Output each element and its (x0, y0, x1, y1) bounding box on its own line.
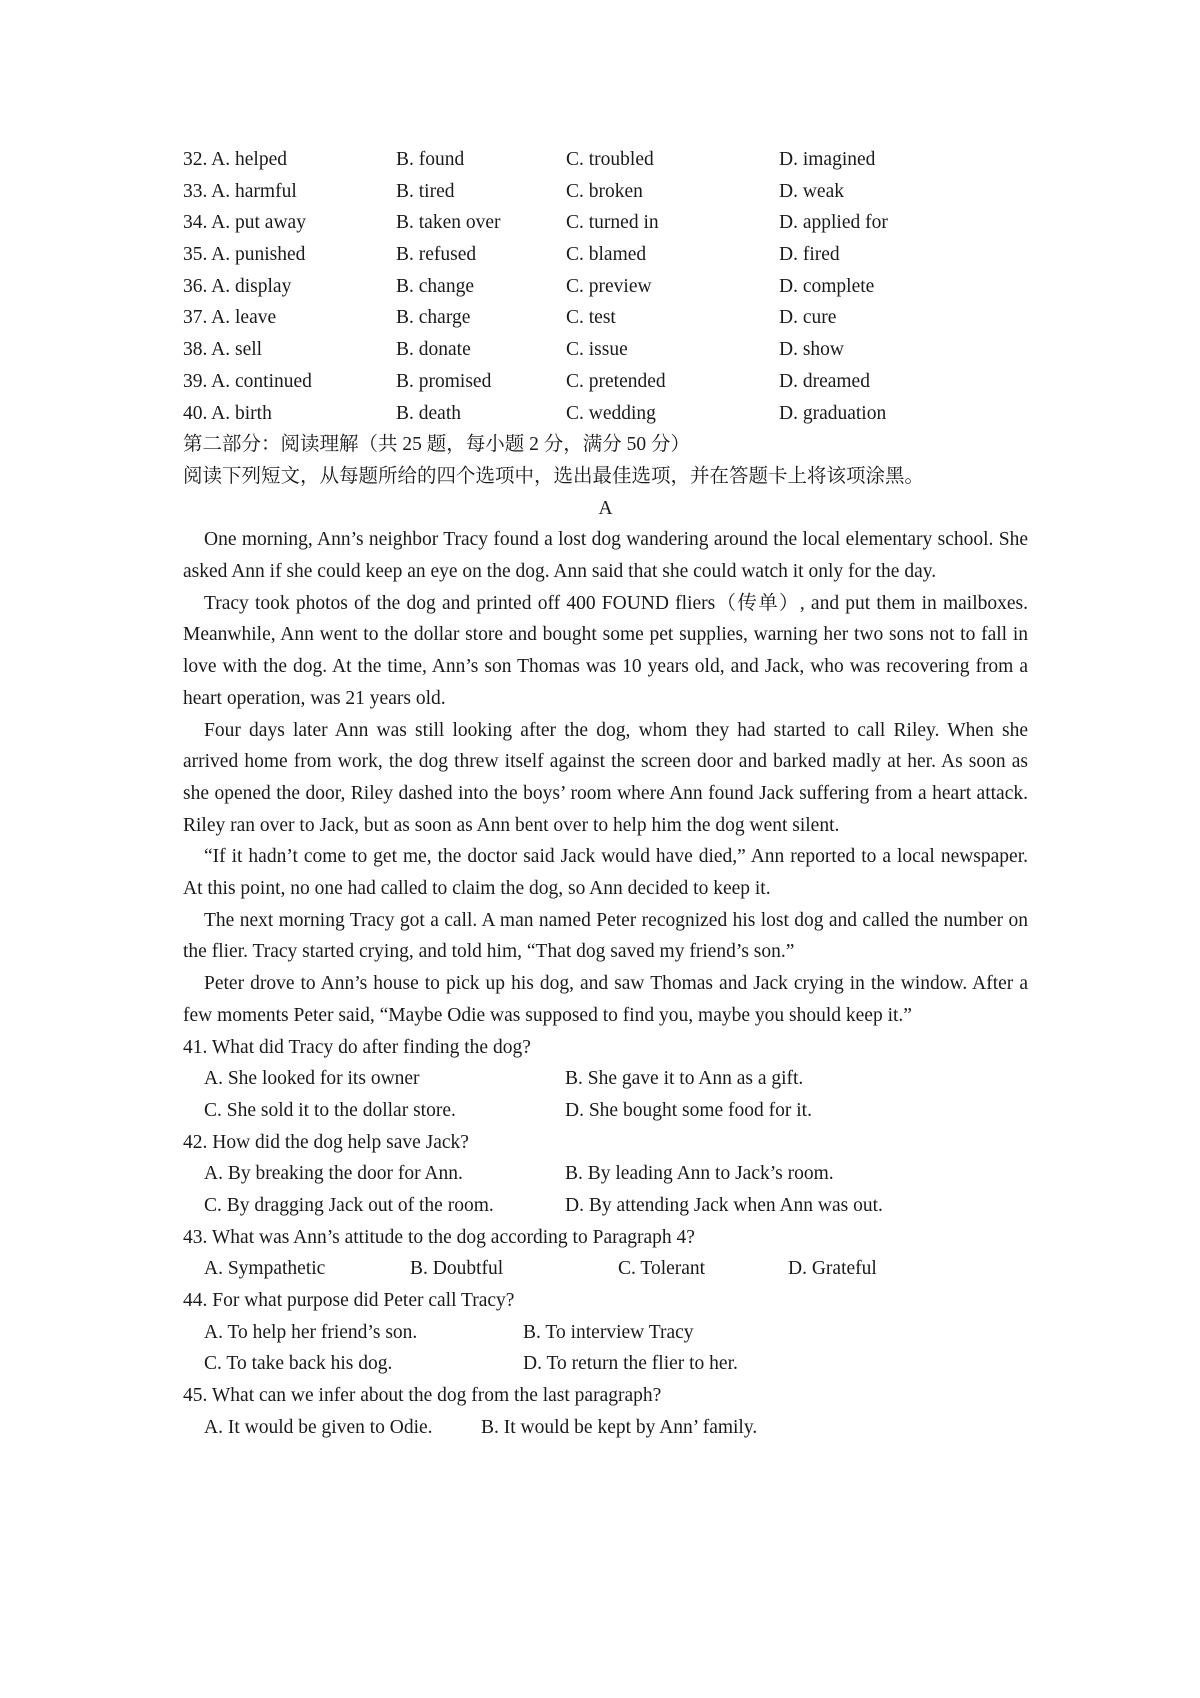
paragraph-1: One morning, Ann’s neighbor Tracy found a lost dog wandering around the local elementary school. She asked Ann if she could keep an eye on the dog. Ann said that she could watch it only for the day. (183, 529, 1028, 582)
question-stem: 42. How did the dog help save Jack? (183, 1131, 469, 1153)
option-d: D. applied for (779, 212, 888, 234)
choice-row (183, 1095, 1028, 1127)
option-row-34 (183, 207, 1028, 239)
choice-d: D. By attending Jack when Ann was out. (565, 1195, 883, 1217)
option-b: B. tired (396, 180, 455, 202)
choice-b: B. She gave it to Ann as a gift. (565, 1068, 804, 1090)
option-row-38 (183, 334, 1028, 366)
choice-row (183, 1158, 1028, 1190)
option-d: D. imagined (779, 149, 876, 170)
option-a: 38. A. sell (183, 339, 263, 361)
choice-a: A. She looked for its owner (204, 1068, 420, 1090)
section-instruction: 阅读下列短文，从每题所给的四个选项中，选出最佳选项，并在答题卡上将该项涂黑。 (183, 465, 925, 487)
choice-b: B. To interview Tracy (523, 1321, 694, 1343)
choice-c: C. To take back his dog. (204, 1353, 393, 1375)
paragraph-5: The next morning Tracy got a call. A man named Peter recognized his lost dog and called the number on the flier. Tracy started crying, and told him, “That dog saved my friend’s son.” (183, 909, 1028, 963)
choice-row (183, 1412, 1028, 1444)
option-d: D. complete (779, 275, 875, 297)
choice-d: D. To return the flier to her. (523, 1353, 738, 1375)
option-c: C. issue (566, 339, 628, 361)
question-stem: 41. What did Tracy do after finding the dog? (183, 1036, 531, 1058)
passage-a (183, 524, 1028, 1031)
question-42 (183, 1127, 1028, 1222)
option-b: B. donate (396, 339, 471, 361)
exam-page (183, 144, 1028, 1444)
paragraph-4: “If it hadn’t come to get me, the doctor said Jack would have died,” Ann reported to a local newspaper. At this point, no one had called to claim the dog, so Ann decided to keep it. (183, 846, 1028, 900)
option-c: C. preview (566, 275, 652, 297)
passage-label: A (598, 497, 613, 519)
option-b: B. charge (396, 307, 471, 329)
section-title: 第二部分：阅读理解（共 25 题，每小题 2 分，满分 50 分） (183, 434, 691, 456)
option-b: B. change (396, 275, 474, 297)
option-c: C. blamed (566, 244, 647, 266)
option-a: 36. A. display (183, 275, 292, 297)
option-d: D. dreamed (779, 370, 870, 392)
option-c: C. wedding (566, 402, 656, 424)
option-c: C. test (566, 307, 616, 329)
option-d: D. graduation (779, 402, 887, 424)
option-d: D. cure (779, 307, 837, 329)
choice-row (183, 1063, 1028, 1095)
option-a: 33. A. harmful (183, 180, 297, 202)
option-d: D. fired (779, 244, 840, 266)
option-a: 32. A. helped (183, 149, 287, 170)
choice-b: B. By leading Ann to Jack’s room. (565, 1163, 834, 1185)
choice-c: C. By dragging Jack out of the room. (204, 1195, 494, 1217)
option-d: D. show (779, 339, 845, 361)
option-a: 34. A. put away (183, 212, 306, 234)
question-44 (183, 1285, 1028, 1380)
choice-c: C. She sold it to the dollar store. (204, 1099, 456, 1121)
option-b: B. death (396, 402, 461, 424)
option-row-36 (183, 271, 1028, 303)
option-a: 40. A. birth (183, 402, 272, 424)
choice-d: D. She bought some food for it. (565, 1099, 812, 1121)
option-c: C. troubled (566, 149, 654, 170)
choice-c: C. Tolerant (618, 1258, 706, 1280)
question-stem: 45. What can we infer about the dog from the last paragraph? (183, 1385, 662, 1407)
option-row-39 (183, 366, 1028, 398)
choice-a: A. By breaking the door for Ann. (204, 1163, 463, 1185)
choice-a: A. It would be given to Odie. (204, 1416, 433, 1438)
choice-b: B. It would be kept by Ann’ family. (481, 1416, 758, 1438)
option-row-33 (183, 176, 1028, 208)
choice-row (183, 1317, 1028, 1349)
option-c: C. pretended (566, 370, 666, 392)
question-stem: 43. What was Ann’s attitude to the dog according to Paragraph 4? (183, 1226, 695, 1248)
option-c: C. broken (566, 180, 643, 202)
option-d: D. weak (779, 180, 844, 202)
option-b: B. found (396, 149, 465, 170)
choice-a: A. Sympathetic (204, 1258, 326, 1280)
paragraph-2: Tracy took photos of the dog and printed off 400 FOUND fliers（传单）, and put them in mailboxes. Meanwhile, Ann went to the dollar store and bought some pet supplies, warning her two sons not to fall in love with the dog. At the time, Ann’s son Thomas was 10 years old, and Jack, who was recovering from a heart operation, was 21 years old. (183, 592, 1028, 709)
choice-a: A. To help her friend’s son. (204, 1321, 418, 1343)
option-row-37 (183, 302, 1028, 334)
paragraph-3: Four days later Ann was still looking after the dog, whom they had started to call Riley. When she arrived home from work, the dog threw itself against the screen door and barked madly at her. As soon as she opened the door, Riley dashed into the boys’ room where Ann found Jack suffering from a heart attack. Riley ran over to Jack, but as soon as Ann bent over to help him the dog went silent. (183, 719, 1028, 836)
question-stem: 44. For what purpose did Peter call Tracy? (183, 1290, 515, 1312)
option-b: B. taken over (396, 212, 501, 234)
choice-row (183, 1253, 1028, 1285)
option-row-35 (183, 239, 1028, 271)
choice-b: B. Doubtful (410, 1258, 504, 1280)
option-a: 39. A. continued (183, 370, 312, 392)
choice-d: D. Grateful (788, 1258, 877, 1280)
option-row-32 (183, 144, 1028, 176)
choice-row (183, 1348, 1028, 1380)
question-41 (183, 1032, 1028, 1127)
option-a: 35. A. punished (183, 244, 306, 266)
paragraph-6: Peter drove to Ann’s house to pick up his dog, and saw Thomas and Jack crying in the window. After a few moments Peter said, “Maybe Odie was supposed to find you, maybe you should keep it.” (183, 973, 1028, 1026)
option-row-40 (183, 398, 1028, 430)
question-45 (183, 1380, 1028, 1443)
option-c: C. turned in (566, 212, 659, 234)
option-b: B. refused (396, 244, 477, 266)
option-b: B. promised (396, 370, 492, 392)
option-a: 37. A. leave (183, 307, 277, 329)
cloze-options (183, 144, 1028, 429)
choice-row (183, 1190, 1028, 1222)
question-43 (183, 1222, 1028, 1285)
